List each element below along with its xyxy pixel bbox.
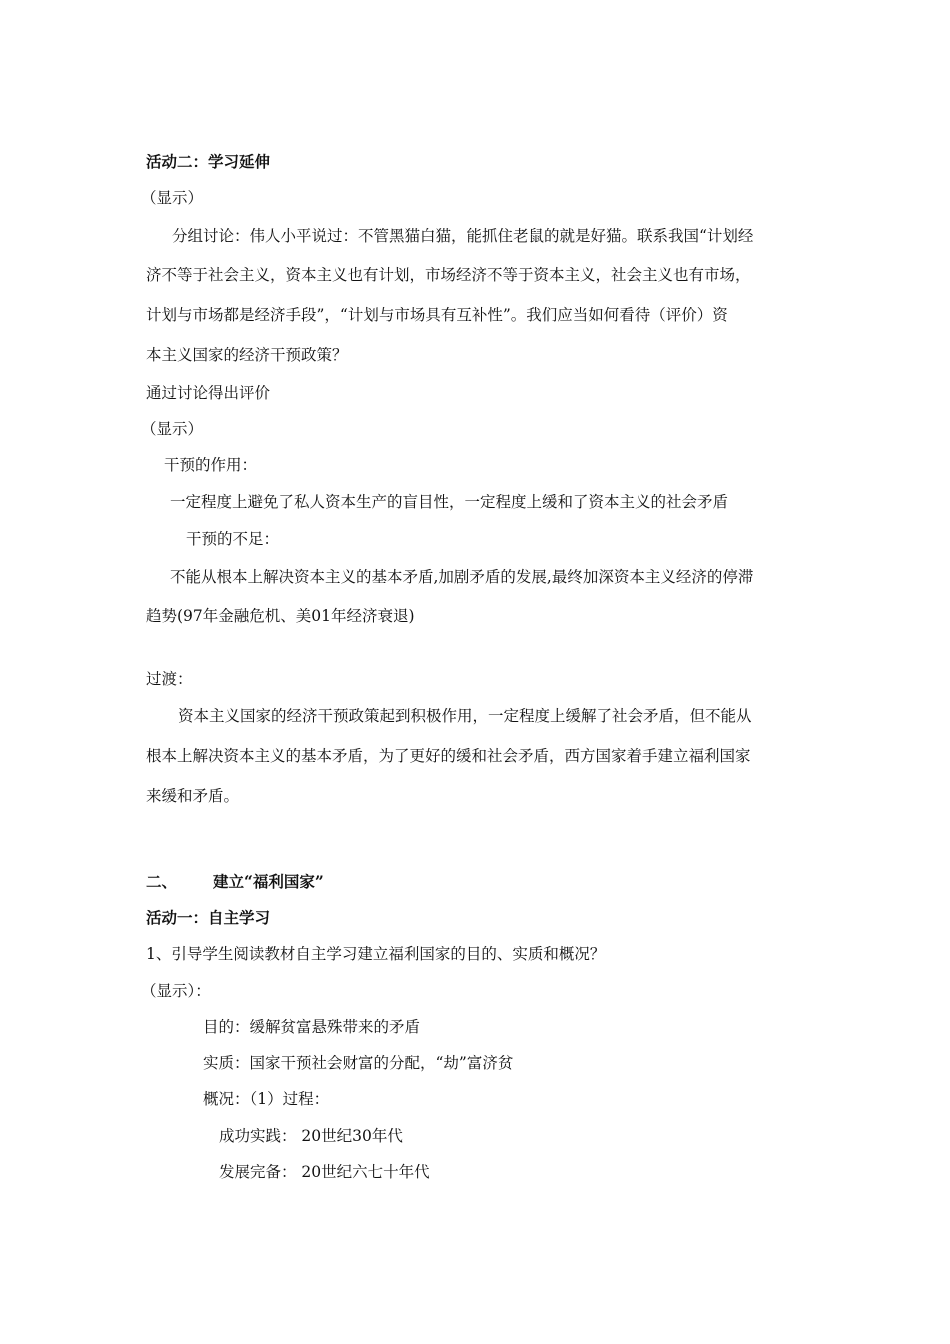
activity-two-heading: 活动二：学习延伸 [146,152,271,171]
display-label-1: （显示） [141,189,204,207]
shortfall-line-2: 趋势(97年金融危机、美01年经济衰退) [146,607,415,625]
essence-line: 实质：国家干预社会财富的分配，“劫”富济贫 [203,1054,514,1072]
transition-line-2: 根本上解决资本主义的基本矛盾，为了更好的缓和社会矛盾，西方国家着手建立福利国家 [146,747,751,765]
practice-line: 成功实践： 20世纪30年代 [219,1127,403,1145]
display-label-2: （显示） [141,420,204,438]
discussion-line-2: 济不等于社会主义，资本主义也有计划，市场经济不等于资本主义，社会主义也有市场， [146,266,751,284]
intervention-role-text: 一定程度上避免了私人资本生产的盲目性，一定程度上缓和了资本主义的社会矛盾 [170,493,729,511]
guided-question: 1、引导学生阅读教材自主学习建立福利国家的目的、实质和概况？ [146,945,606,963]
activity-one-heading: 活动一：自主学习 [146,908,271,927]
purpose-line: 目的：缓解贫富悬殊带来的矛盾 [203,1018,421,1036]
discussion-line-3: 计划与市场都是经济手段”，“计划与市场具有互补性”。我们应当如何看待（评价）资 [146,306,728,324]
transition-line-3: 来缓和矛盾。 [146,787,240,805]
evaluation-intro: 通过讨论得出评价 [146,384,271,402]
intervention-role-label: 干预的作用： [164,456,258,474]
section-two-number: 二、 [146,872,178,891]
discussion-line-1: 分组讨论：伟人小平说过：不管黑猫白猫，能抓住老鼠的就是好猫。联系我国“计划经 [172,227,754,245]
discussion-line-4: 本主义国家的经济干预政策？ [146,346,348,364]
display-label-3: （显示）： [141,982,211,1000]
transition-line-1: 资本主义国家的经济干预政策起到积极作用，一定程度上缓解了社会矛盾，但不能从 [178,707,752,725]
transition-label: 过渡： [146,670,193,688]
shortfall-line-1: 不能从根本上解决资本主义的基本矛盾,加剧矛盾的发展,最终加深资本主义经济的停滞 [170,568,754,586]
intervention-shortfall-label: 干预的不足： [186,530,280,548]
development-line: 发展完备： 20世纪六七十年代 [219,1163,430,1181]
section-two-title: 建立“福利国家” [213,872,324,891]
overview-line: 概况：（1）过程： [203,1090,330,1108]
